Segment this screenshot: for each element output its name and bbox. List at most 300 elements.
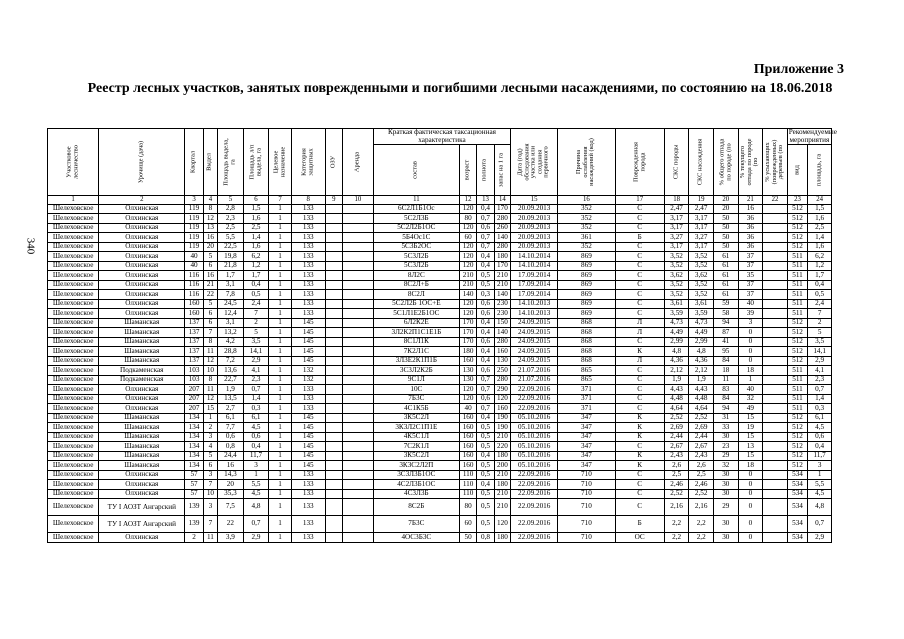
col-number: 6 [243,196,269,205]
table-row [48,461,832,471]
table-cell-c2: Олхинская [99,385,185,395]
table-row [48,271,832,281]
table-cell-c21: 18 [738,461,763,471]
table-cell-c17: С [615,337,664,347]
table-cell-c1: Шелеховское [48,242,99,252]
table-cell-c19: 4,49 [689,328,714,338]
table-cell-c5: 19,8 [218,252,244,262]
table-cell-c11: 3К5С2Л [373,413,459,423]
table-cell-c14: 170 [494,261,510,271]
table-cell-c16: 347 [558,413,615,423]
table-row [48,223,832,233]
table-cell-c8: 133 [291,233,325,243]
table-cell-c9 [325,233,342,243]
table-cell-c2: Олхинская [99,280,185,290]
table-cell-c11: 3С3Л2К2Б [373,366,459,376]
table-cell-c9 [325,271,342,281]
table-cell-c18: 4,36 [664,356,689,366]
col-number: 17 [615,196,664,205]
table-cell-c2: Олхинская [99,489,185,499]
table-cell-c16: 869 [558,252,615,262]
table-cell-c21: 13 [738,442,763,452]
table-cell-c20: 29 [713,451,738,461]
table-cell-c22 [763,432,788,442]
table-cell-c5: 3,9 [218,533,244,543]
table-cell-c10 [343,461,374,471]
table-cell-c16: 347 [558,423,615,433]
table-cell-c16: 352 [558,204,615,214]
table-cell-c21: 36 [738,223,763,233]
table-row [48,280,832,290]
table-cell-c21: 0 [738,470,763,480]
table-cell-c22 [763,470,788,480]
table-cell-c16: 347 [558,432,615,442]
header-cell: % усыхающих (поврежденных) деревьев (по [763,129,788,196]
table-cell-c6: 11,7 [243,451,269,461]
table-cell-c23: 511 [787,394,807,404]
table-cell-c1: Шелеховское [48,533,99,543]
table-cell-c19: 3,62 [689,271,714,281]
table-cell-c8: 133 [291,480,325,490]
table-cell-c16: 869 [558,280,615,290]
table-cell-c12: 120 [459,204,476,214]
table-cell-c11: 6Л2К2Е [373,318,459,328]
table-cell-c5: 21,8 [218,261,244,271]
table-cell-c14: 280 [494,337,510,347]
table-cell-c21: 15 [738,413,763,423]
table-cell-c10 [343,489,374,499]
table-cell-c23: 512 [787,461,807,471]
table-cell-c21: 32 [738,394,763,404]
table-cell-c20: 33 [713,423,738,433]
table-cell-c7: 1 [269,423,292,433]
table-row [48,299,832,309]
table-cell-c20: 18 [713,366,738,376]
table-cell-c11: 3К3С2Л2П [373,461,459,471]
table-cell-c15: 05.10.2016 [511,432,558,442]
table-cell-c16: 869 [558,261,615,271]
table-cell-c17: С [615,280,664,290]
table-cell-c10 [343,223,374,233]
table-cell-c22 [763,299,788,309]
table-cell-c2: Олхинская [99,290,185,300]
table-cell-c17: С [615,309,664,319]
table-row [48,489,832,499]
table-cell-c1: Шелеховское [48,280,99,290]
table-cell-c15: 17.09.2014 [511,280,558,290]
table-cell-c9 [325,499,342,516]
table-cell-c20: 83 [713,385,738,395]
table-cell-c6: 14,1 [243,347,269,357]
table-cell-c1: Шелеховское [48,451,99,461]
table-cell-c11: 4С3Л3Б [373,489,459,499]
table-cell-c23: 534 [787,489,807,499]
table-cell-c12: 130 [459,366,476,376]
table-cell-c16: 868 [558,347,615,357]
table-cell-c11: 7К2Л1С [373,347,459,357]
table-cell-c19: 2,6 [689,461,714,471]
table-cell-c16: 710 [558,470,615,480]
table-cell-c15: 21.07.2016 [511,375,558,385]
table-cell-c3: 103 [185,375,203,385]
table-cell-c9 [325,489,342,499]
table-cell-c2: ТУ I АОЗТ Ангарский [99,516,185,533]
table-cell-c12: 160 [459,356,476,366]
table-cell-c8: 133 [291,499,325,516]
table-cell-c17: К [615,461,664,471]
table-cell-c5: 7,7 [218,423,244,433]
table-cell-c23: 534 [787,480,807,490]
table-cell-c6: 0,7 [243,385,269,395]
table-cell-c9 [325,214,342,224]
table-cell-c11: 5С3Л2Б [373,261,459,271]
table-cell-c2: Шаманская [99,356,185,366]
table-cell-c3: 139 [185,516,203,533]
table-row [48,394,832,404]
table-cell-c14: 190 [494,413,510,423]
table-cell-c19: 4,8 [689,347,714,357]
table-cell-c2: Олхинская [99,480,185,490]
table-cell-c3: 207 [185,385,203,395]
table-cell-c9 [325,299,342,309]
table-cell-c17: К [615,413,664,423]
table-cell-c20: 94 [713,318,738,328]
table-cell-c23: 511 [787,271,807,281]
table-cell-c13: 0,6 [477,223,494,233]
appendix-label: Приложение 3 [753,62,844,77]
table-cell-c20: 61 [713,290,738,300]
table-cell-c21: 35 [738,271,763,281]
table-cell-c8: 133 [291,299,325,309]
table-cell-c24: 4,5 [808,423,832,433]
table-cell-c3: 160 [185,299,203,309]
table-cell-c23: 511 [787,261,807,271]
table-cell-c5: 22 [218,516,244,533]
table-cell-c19: 2,52 [689,413,714,423]
table-cell-c18: 2,5 [664,470,689,480]
table-cell-c7: 1 [269,480,292,490]
table-cell-c16: 869 [558,299,615,309]
table-cell-c17: С [615,499,664,516]
table-cell-c8: 133 [291,204,325,214]
table-cell-c6: 1,6 [243,242,269,252]
table-cell-c10 [343,480,374,490]
table-cell-c13: 0,8 [477,533,494,543]
table-cell-c18: 2,12 [664,366,689,376]
table-cell-c13: 0,6 [477,394,494,404]
table-cell-c8: 133 [291,223,325,233]
table-row [48,423,832,433]
table-cell-c1: Шелеховское [48,223,99,233]
table-cell-c3: 134 [185,413,203,423]
table-cell-c14: 140 [494,233,510,243]
table-cell-c4: 13 [203,223,217,233]
table-cell-c4: 12 [203,356,217,366]
table-cell-c11: 8С1Л1К [373,337,459,347]
table-cell-c16: 868 [558,356,615,366]
table-cell-c16: 347 [558,461,615,471]
table-cell-c17: К [615,451,664,461]
table-cell-c4: 2 [203,423,217,433]
table-cell-c6: 2,4 [243,299,269,309]
table-cell-c4: 12 [203,214,217,224]
table-cell-c16: 869 [558,271,615,281]
table-cell-c15: 05.10.2016 [511,461,558,471]
table-cell-c9 [325,385,342,395]
table-cell-c4: 5 [203,299,217,309]
table-cell-c15: 17.09.2014 [511,290,558,300]
table-cell-c18: 3,17 [664,223,689,233]
table-cell-c13: 0,5 [477,499,494,516]
table-cell-c7: 1 [269,404,292,414]
table-cell-c10 [343,366,374,376]
table-cell-c8: 133 [291,214,325,224]
table-cell-c5: 0,8 [218,442,244,452]
table-cell-c7: 1 [269,366,292,376]
table-cell-c2: Олхинская [99,404,185,414]
table-cell-c14: 210 [494,432,510,442]
header-cell: % текущего отпада по породе (по [738,129,763,196]
table-cell-c23: 511 [787,404,807,414]
table-cell-c4: 22 [203,290,217,300]
table-cell-c14: 180 [494,252,510,262]
table-cell-c24: 4,1 [808,366,832,376]
table-cell-c21: 0 [738,533,763,543]
table-cell-c9 [325,366,342,376]
table-cell-c10 [343,328,374,338]
table-cell-c18: 2,16 [664,499,689,516]
table-cell-c15: 22.09.2016 [511,480,558,490]
table-cell-c21: 3 [738,318,763,328]
table-cell-c6: 2,5 [243,223,269,233]
table-cell-c7: 1 [269,290,292,300]
table-cell-c24: 2,9 [808,533,832,543]
table-cell-c16: 710 [558,489,615,499]
table-cell-c4: 5 [203,451,217,461]
col-number: 5 [218,196,244,205]
table-cell-c17: К [615,432,664,442]
table-cell-c21: 37 [738,261,763,271]
table-cell-c3: 119 [185,214,203,224]
table-cell-c2: Шаманская [99,442,185,452]
table-row [48,356,832,366]
table-cell-c5: 7,8 [218,290,244,300]
table-cell-c7: 1 [269,489,292,499]
table-cell-c15: 22.09.2016 [511,404,558,414]
table-cell-c7: 1 [269,470,292,480]
table-cell-c20: 50 [713,214,738,224]
table-cell-c11: 4К5С1Л [373,432,459,442]
header-cell: Урочище (дача) [99,129,185,196]
table-cell-c1: Шелеховское [48,252,99,262]
table-cell-c16: 710 [558,533,615,543]
table-cell-c4: 21 [203,280,217,290]
table-cell-c18: 2,67 [664,442,689,452]
table-cell-c19: 4,43 [689,385,714,395]
table-cell-c14: 180 [494,480,510,490]
table-cell-c7: 1 [269,242,292,252]
table-cell-c15: 24.09.2015 [511,318,558,328]
table-cell-c21: 39 [738,309,763,319]
table-cell-c15: 05.10.2016 [511,451,558,461]
table-cell-c8: 133 [291,489,325,499]
table-cell-c21: 49 [738,404,763,414]
table-cell-c15: 14.10.2013 [511,309,558,319]
table-cell-c2: Шаманская [99,423,185,433]
table-cell-c9 [325,252,342,262]
table-cell-c1: Шелеховское [48,375,99,385]
table-cell-c9 [325,516,342,533]
table-cell-c2: Олхинская [99,533,185,543]
table-cell-c3: 137 [185,356,203,366]
table-cell-c18: 4,49 [664,328,689,338]
table-cell-c11: 6С2Л1Б1Ос [373,204,459,214]
table-cell-c10 [343,385,374,395]
table-cell-c8: 145 [291,356,325,366]
table-cell-c22 [763,451,788,461]
table-cell-c15: 22.09.2016 [511,394,558,404]
table-cell-c15: 05.10.2016 [511,442,558,452]
table-cell-c24: 1,4 [808,394,832,404]
table-cell-c17: С [615,242,664,252]
table-cell-c17: Л [615,318,664,328]
table-cell-c6: 4,8 [243,499,269,516]
table-cell-c2: Шаманская [99,337,185,347]
table-cell-c22 [763,280,788,290]
table-cell-c10 [343,499,374,516]
table-row [48,309,832,319]
table-cell-c8: 145 [291,461,325,471]
table-cell-c7: 1 [269,261,292,271]
table-cell-c2: Олхинская [99,271,185,281]
table-cell-c11: 5С1Л1Е2Б1ОС [373,309,459,319]
table-cell-c14: 210 [494,280,510,290]
table-cell-c13: 0,7 [477,233,494,243]
table-cell-c8: 145 [291,442,325,452]
table-cell-c19: 2,43 [689,451,714,461]
header-cell: возраст [459,145,476,196]
table-cell-c22 [763,516,788,533]
table-cell-c12: 120 [459,385,476,395]
table-cell-c20: 61 [713,271,738,281]
table-cell-c12: 60 [459,516,476,533]
table-cell-c13: 0,4 [477,261,494,271]
table-cell-c3: 57 [185,480,203,490]
table-cell-c10 [343,261,374,271]
page-number: 340 [24,237,37,255]
table-cell-c2: ТУ I АОЗТ Ангарский [99,499,185,516]
table-cell-c12: 170 [459,337,476,347]
table-cell-c3: 116 [185,280,203,290]
table-cell-c13: 0,4 [477,356,494,366]
table-cell-c7: 1 [269,223,292,233]
table-cell-c1: Шелеховское [48,366,99,376]
table-cell-c3: 2 [185,533,203,543]
table-cell-c9 [325,223,342,233]
table-cell-c18: 4,43 [664,385,689,395]
table-cell-c23: 512 [787,413,807,423]
table-cell-c23: 511 [787,280,807,290]
table-cell-c19: 3,52 [689,261,714,271]
table-cell-c12: 120 [459,309,476,319]
table-cell-c4: 11 [203,347,217,357]
table-cell-c9 [325,461,342,471]
header-cell: СКС породы [664,129,689,196]
table-cell-c15: 05.10.2016 [511,423,558,433]
table-cell-c11: 8Л2С [373,271,459,281]
table-cell-c9 [325,204,342,214]
table-cell-c16: 371 [558,394,615,404]
table-cell-c10 [343,204,374,214]
table-cell-c22 [763,233,788,243]
table-cell-c19: 2,44 [689,432,714,442]
table-cell-c11: 5С3Л2Б [373,252,459,262]
table-cell-c5: 13,2 [218,328,244,338]
table-cell-c21: 16 [738,204,763,214]
table-cell-c1: Шелеховское [48,385,99,395]
table-cell-c1: Шелеховское [48,499,99,516]
table-cell-c9 [325,413,342,423]
table-cell-c5: 22,7 [218,375,244,385]
table-cell-c6: 5 [243,328,269,338]
table-cell-c23: 512 [787,328,807,338]
table-cell-c22 [763,489,788,499]
table-cell-c6: 6,2 [243,252,269,262]
table-cell-c20: 94 [713,404,738,414]
table-cell-c13: 0,7 [477,404,494,414]
table-cell-c2: Олхинская [99,233,185,243]
table-cell-c14: 190 [494,423,510,433]
table-cell-c4: 8 [203,337,217,347]
table-cell-c15: 22.09.2016 [511,470,558,480]
table-cell-c4: 6 [203,309,217,319]
table-cell-c18: 2,2 [664,533,689,543]
table-cell-c19: 3,52 [689,290,714,300]
table-cell-c7: 1 [269,280,292,290]
table-cell-c24: 1,5 [808,204,832,214]
table-cell-c2: Олхинская [99,394,185,404]
table-cell-c13: 0,6 [477,299,494,309]
table-cell-c20: 30 [713,470,738,480]
table-cell-c21: 0 [738,516,763,533]
table-cell-c7: 1 [269,337,292,347]
table-cell-c10 [343,271,374,281]
col-number: 9 [325,196,342,205]
table-cell-c13: 0,5 [477,423,494,433]
table-cell-c5: 24,5 [218,299,244,309]
table-cell-c15: 22.09.2016 [511,499,558,516]
table-cell-c13: 0,7 [477,214,494,224]
table-cell-c12: 40 [459,404,476,414]
col-number: 1 [48,196,99,205]
table-cell-c4: 4 [203,442,217,452]
table-cell-c7: 1 [269,385,292,395]
table-cell-c18: 4,73 [664,318,689,328]
table-cell-c10 [343,451,374,461]
table-cell-c15: 24.09.2015 [511,337,558,347]
table-cell-c3: 134 [185,432,203,442]
table-cell-c6: 2,9 [243,356,269,366]
table-cell-c12: 210 [459,271,476,281]
table-cell-c15: 20.09.2013 [511,214,558,224]
table-cell-c8: 133 [291,261,325,271]
table-cell-c12: 160 [459,451,476,461]
table-cell-c5: 24,4 [218,451,244,461]
table-cell-c3: 103 [185,366,203,376]
table-cell-c20: 61 [713,261,738,271]
table-cell-c2: Шаманская [99,432,185,442]
table-cell-c4: 8 [203,204,217,214]
